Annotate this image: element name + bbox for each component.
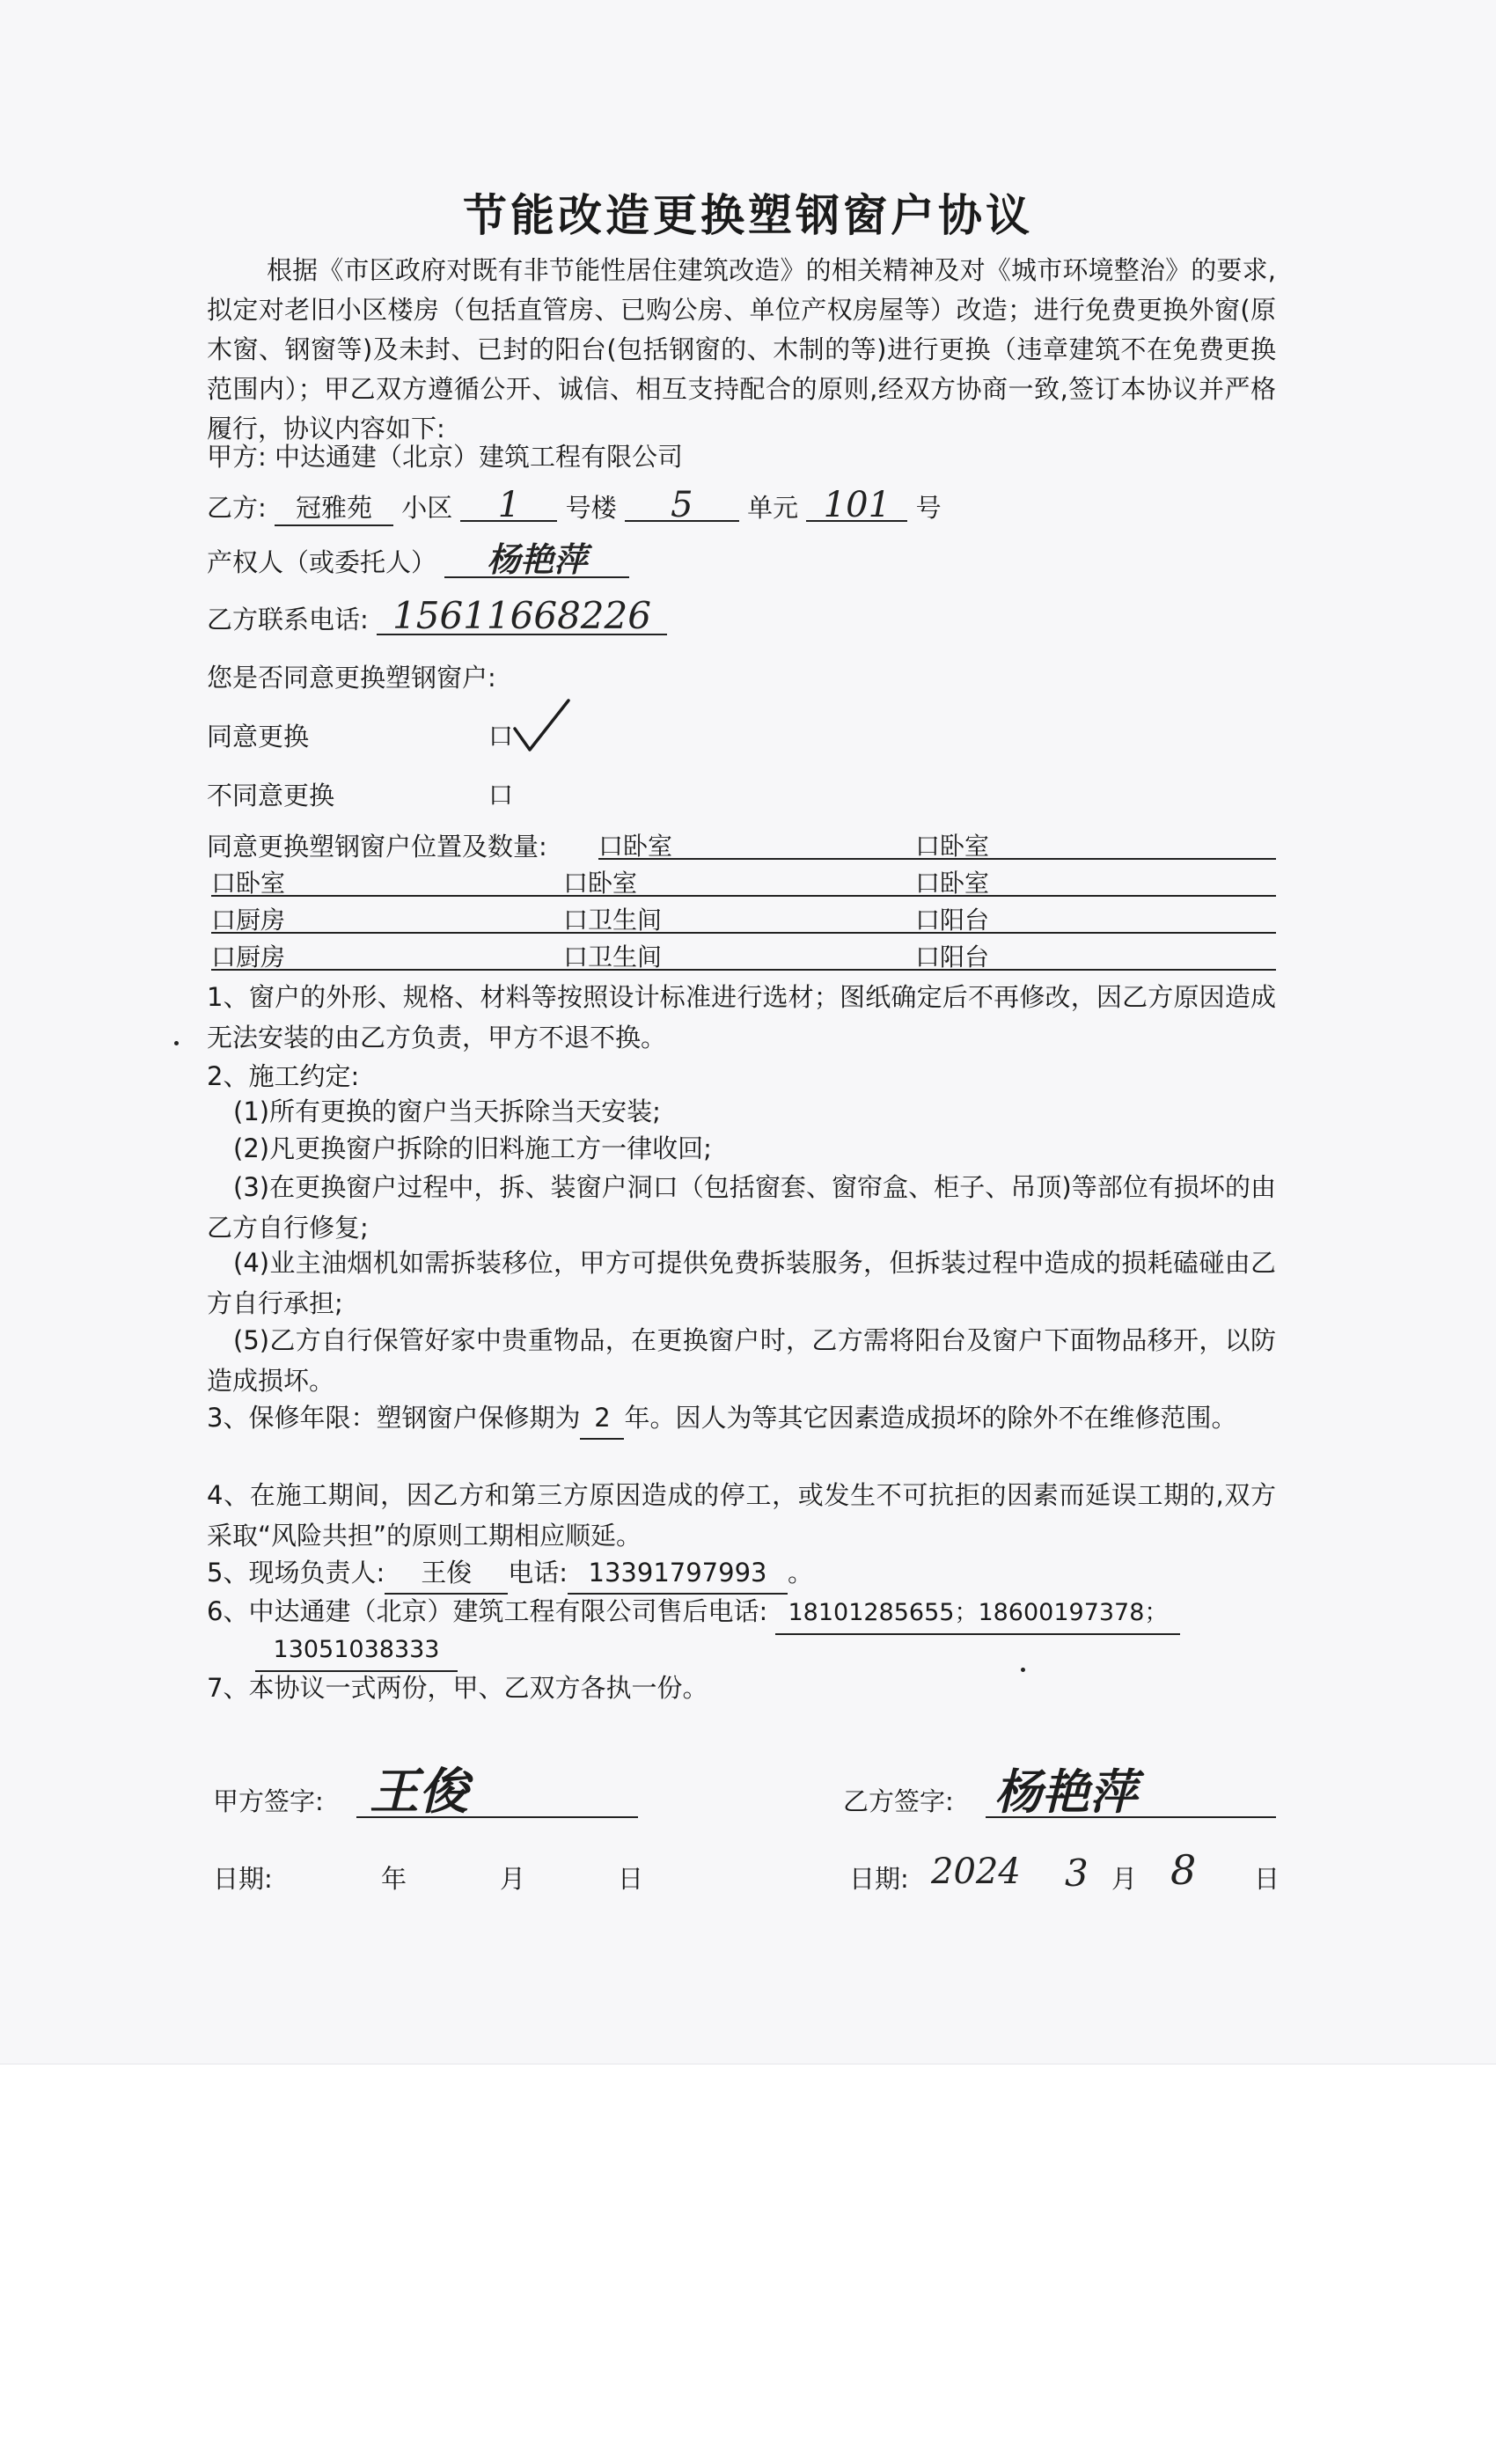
agree-checkbox[interactable]: 口 (488, 722, 514, 751)
owner-line (207, 539, 629, 579)
phone-line (207, 594, 667, 637)
room-number: 101 (806, 490, 907, 522)
position-balcony-2[interactable]: 口阳台 (915, 942, 990, 972)
community-name: 冠雅苑 (275, 488, 393, 526)
question-text: 您是否同意更换塑钢窗户: (207, 663, 496, 693)
clause-2-heading: 2、施工约定: (207, 1061, 360, 1091)
site-manager-name: 王俊 (385, 1552, 508, 1595)
position-kitchen-2[interactable]: 口厨房 (211, 942, 286, 972)
owner-signature: 杨艳萍 (444, 543, 629, 578)
table-rule (211, 932, 1276, 934)
table-rule (211, 895, 1276, 897)
clause-4: 4、在施工期间，因乙方和第三方原因造成的停工，或发生不可抗拒的因素而延误工期的,双方采取“风险共担”的原则工期相应顺延。 (207, 1480, 1276, 1551)
clause-1: 1、窗户的外形、规格、材料等按照设计标准进行选材；图纸确定后不再修改，因乙方原因造成无法安装的由乙方负责，甲方不退不换。 (207, 982, 1276, 1052)
clause-2-5: (5)乙方自行保管好家中贵重物品，在更换窗户时，乙方需将阳台及窗户下面物品移开，以防造成损坏。 (207, 1325, 1276, 1396)
clause-2-4: (4)业主油烟机如需拆装移位，甲方可提供免费拆装服务，但拆装过程中造成的损耗磕碰由乙方自行承担; (207, 1248, 1276, 1318)
party-a-month-label: 月 (500, 1864, 526, 1894)
after-sales-phones: 18101285655；18600197378； (775, 1593, 1180, 1635)
disagree-label: 不同意更换 (207, 781, 335, 810)
party-b-day-label: 日 (1254, 1864, 1280, 1894)
intro-paragraph: 根据《市区政府对既有非节能性居住建筑改造》的相关精神及对《城市环境整治》的要求,拟定对老旧小区楼房（包括直管房、已购公房、单位产权房屋等）改造；进行免费更换外窗(原木窗、钢窗等)及未封、已封的阳台(包括钢窗的、木制的等)进行更换（违章建筑不在免费更换范围内）；甲乙双方遵循公开、诚信、相互支持配合的原则,经双方协商一致,签订本协议并严格履行，协议内容如下: (207, 255, 1276, 444)
after-sales-phone-3: 13051038333 (255, 1630, 458, 1672)
positions-label: 同意更换塑钢窗户位置及数量: (207, 832, 547, 862)
clause-5 (207, 1552, 1276, 1595)
clause-5-phone-label: 电话: (508, 1558, 568, 1588)
phone-label: 乙方联系电话: (207, 605, 369, 634)
document-title: 节能改造更换塑钢窗户协议 (463, 190, 1033, 241)
party-b-line (207, 485, 942, 526)
clause-3 (207, 1397, 1276, 1440)
building-suffix: 号楼 (565, 493, 617, 523)
party-b-date-label: 日期: (849, 1864, 909, 1894)
owner-label: 产权人（或委托人） (207, 547, 437, 577)
clause-2-3: (3)在更换窗户过程中，拆、装窗户洞口（包括窗套、窗帘盒、柜子、吊顶)等部位有损坏的由乙方自行修复; (207, 1172, 1276, 1243)
party-b-label: 乙方: (207, 493, 267, 523)
position-balcony-1[interactable]: 口阳台 (915, 906, 990, 935)
position-bedroom-5[interactable]: 口卧室 (915, 869, 990, 898)
clause-5-end: 。 (788, 1558, 814, 1588)
unit-suffix: 单元 (747, 493, 799, 523)
room-suffix: 号 (915, 493, 942, 523)
phone-value: 15611668226 (377, 598, 667, 635)
clause-3-suffix: 年。因人为等其它因素造成损坏的除外不在维修范围。 (624, 1403, 1237, 1433)
clause-6-continued (255, 1628, 458, 1672)
clause-3-prefix: 3、保修年限：塑钢窗户保修期为 (207, 1403, 581, 1433)
position-bathroom-1[interactable]: 口卫生间 (563, 906, 663, 935)
party-a-date-label: 日期: (213, 1864, 273, 1894)
party-a-sign-label: 甲方签字: (213, 1786, 324, 1816)
party-a-line: 甲方: 中达通建（北京）建筑工程有限公司 (207, 442, 683, 472)
position-kitchen-1[interactable]: 口厨房 (211, 906, 286, 935)
position-bathroom-2[interactable]: 口卫生间 (563, 942, 663, 972)
table-rule (598, 858, 1276, 860)
clause-5-prefix: 5、现场负责人: (207, 1558, 385, 1588)
clause-2-1: (1)所有更换的窗户当天拆除当天安装; (233, 1096, 661, 1126)
position-bedroom-2[interactable]: 口卧室 (915, 832, 990, 861)
party-b-day-value: 8 (1170, 1846, 1197, 1894)
agree-label: 同意更换 (207, 722, 310, 752)
disagree-checkbox[interactable]: 口 (488, 781, 514, 810)
community-suffix: 小区 (401, 493, 453, 523)
party-b-month-label: 月 (1111, 1864, 1138, 1894)
party-a-day-label: 日 (618, 1864, 644, 1894)
table-rule (211, 969, 1276, 971)
party-b-month-value: 3 (1065, 1852, 1089, 1895)
position-bedroom-3[interactable]: 口卧室 (211, 869, 286, 898)
clause-6-prefix: 6、中达通建（北京）建筑工程有限公司售后电话: (207, 1596, 768, 1626)
clause-2-2: (2)凡更换窗户拆除的旧料施工方一律收回; (233, 1133, 712, 1163)
clause-7: 7、本协议一式两份，甲、乙双方各执一份。 (207, 1673, 708, 1703)
party-b-signature: 杨艳萍 (994, 1764, 1137, 1820)
position-bedroom-1[interactable]: 口卧室 (598, 832, 673, 861)
scan-speck (174, 1041, 179, 1045)
checkmark-icon (510, 695, 572, 757)
party-a-year-label: 年 (381, 1864, 407, 1894)
warranty-years: 2 (580, 1397, 624, 1440)
party-b-year-value: 2024 (931, 1852, 1021, 1892)
building-number: 1 (460, 490, 557, 522)
party-b-sign-label: 乙方签字: (843, 1786, 954, 1816)
party-a-signature: 王俊 (370, 1763, 468, 1821)
site-manager-phone: 13391797993 (568, 1552, 788, 1595)
unit-number: 5 (625, 490, 739, 522)
position-bedroom-4[interactable]: 口卧室 (563, 869, 638, 898)
